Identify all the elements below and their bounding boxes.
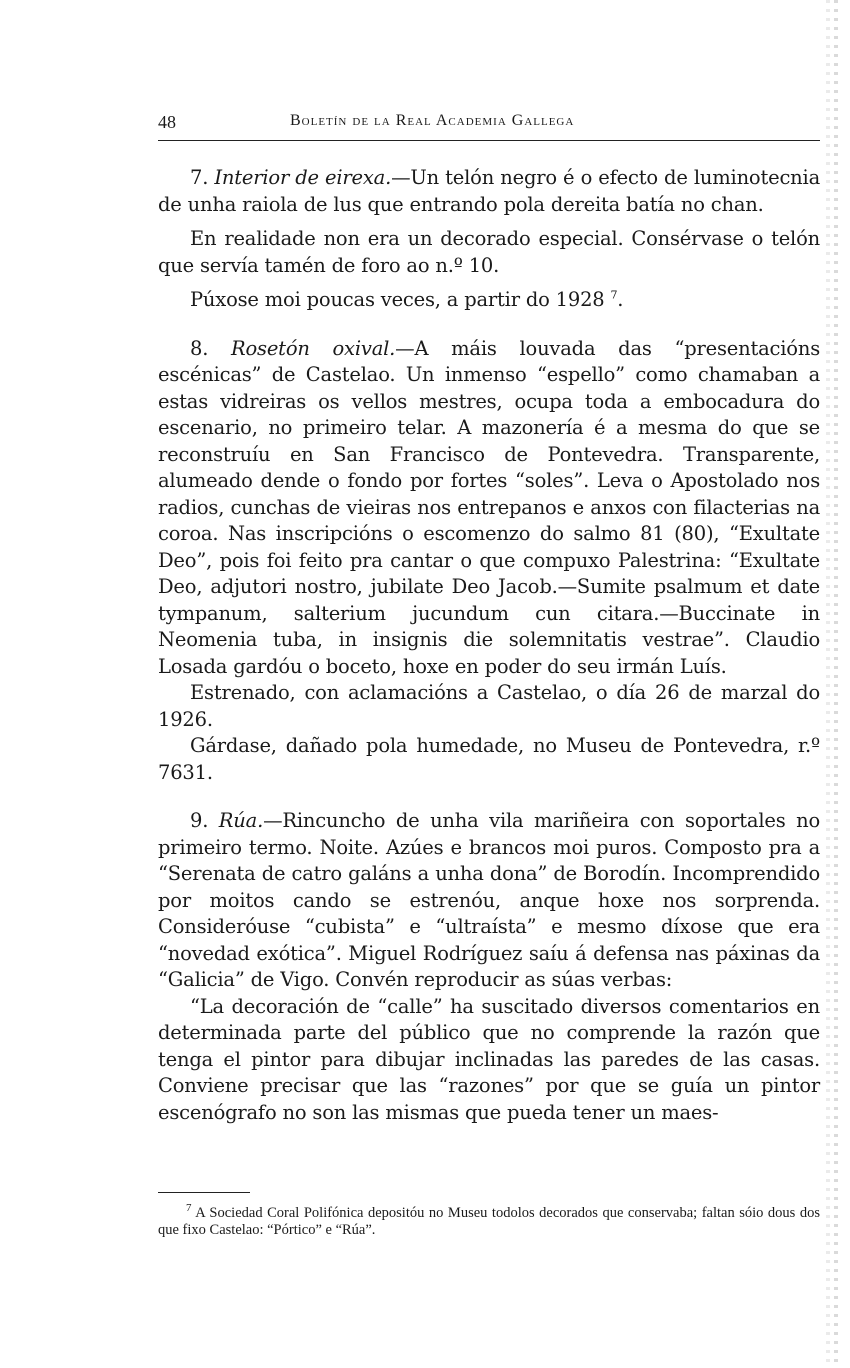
item-9-paragraph bbox=[158, 808, 820, 994]
item-8-number: 8. bbox=[190, 336, 209, 360]
footnote-marker: 7 bbox=[186, 1202, 192, 1215]
page-edge-shadow-secondary bbox=[826, 0, 830, 1368]
item-7-paragraph bbox=[158, 165, 820, 218]
page-header bbox=[158, 112, 820, 141]
item-9-number: 9. bbox=[190, 809, 209, 832]
page-edge-shadow bbox=[834, 0, 838, 1368]
body-text bbox=[158, 165, 820, 1126]
page-number: 48 bbox=[158, 112, 176, 132]
footnote bbox=[158, 1202, 820, 1239]
footnote-reference[interactable]: 7 bbox=[610, 288, 618, 302]
running-title: Boletín de la Real Academia Gallega bbox=[290, 112, 575, 129]
item-8-paragraph-2: Estrenado, con aclamacións a Castelao, o día 26 de marzal do 1926. bbox=[158, 681, 820, 731]
item-9-text: —Rincuncho de unha vila mariñeira con soportales no primeiro termo. Noite. Azúes e brancos moi puros. Composto pra a “Serenata de catro galáns a unha dona” de Borodín. Incomprendido por moitos cando se estrenóu, anque hoxe nos sorprenda. Consideróuse “cubista” e “ultraísta” e mesmo díxose que era “novedad exótica”. Miguel Rodríguez saíu á defensa nas páxinas da “Galicia” de Vigo. Convén reproducir as súas verbas: bbox=[158, 809, 820, 991]
item-8-title: Rosetón oxival. bbox=[231, 336, 396, 360]
item-8-text: —A máis louvada das “presentacións escénicas” de Castelao. Un inmenso “espello” como chamaban a estas vidreiras os vellos mestres, ocupa toda a embocadura do escenario, no primeiro telar. A mazonería é a mesma do que se reconstruíu en San Francisco de Pontevedra. Transparente, alumeado dende o fondo por fortes “soles”. Leva o Apostolado nos radios, cunchas de vieiras nos entrepanos e anxos con filacterias na coroa. Nas inscripcións o escomenzo do salmo 81 (80), “Exultate Deo”, pois foi feito pra cantar o que compuxo Palestrina: “Exultate Deo, adjutori nostro, jubilate Deo Jacob.—Sumite psalmum et date tympanum, salterium jucundum cun citara.—Buccinate in Neomenia tuba, in insignis die solemnitatis vestrae”. Claudio Losada gardóu o boceto, hoxe en poder do seu irmán Luís. bbox=[158, 336, 821, 678]
item-7-number: 7. bbox=[190, 166, 209, 189]
item-9-title: Rúa. bbox=[218, 809, 264, 832]
item-7-text: —Un telón negro é o efecto de luminotecnia de unha raiola de lus que entrando pola dereita batía no chan. bbox=[158, 166, 820, 216]
item-8-paragraph bbox=[158, 336, 820, 681]
footnote-divider bbox=[158, 1192, 250, 1193]
footnote-text: A Sociedad Coral Polifónica depositóu no Museu todolos decorados que conservaba; faltan sóio dous dos que fixo Castelao: “Pórtico” e “Rúa”. bbox=[158, 1205, 820, 1238]
item-7-paragraph-3 bbox=[158, 287, 820, 314]
item-7-title: Interior de eirexa. bbox=[214, 166, 392, 189]
item-8-paragraph-3: Gárdase, dañado pola humedade, no Museu de Pontevedra, r.º 7631. bbox=[158, 734, 820, 784]
item-7-paragraph-2: En realidade non era un decorado especial. Consérvase o telón que servía tamén de foro ao n.º 10. bbox=[158, 227, 820, 277]
item-9-quote: “La decoración de “calle” ha suscitado diversos comentarios en determinada parte del público que no comprende la razón que tenga el pintor para dibujar inclinadas las paredes de las casas. Conviene precisar que las “razones” por que se guía un pintor escenógrafo no son las mismas que pueda tener un maes- bbox=[158, 994, 820, 1124]
item-7-p3-end: . bbox=[617, 288, 624, 311]
item-7-p3-text: Púxose moi poucas veces, a partir do 1928 bbox=[190, 288, 605, 311]
